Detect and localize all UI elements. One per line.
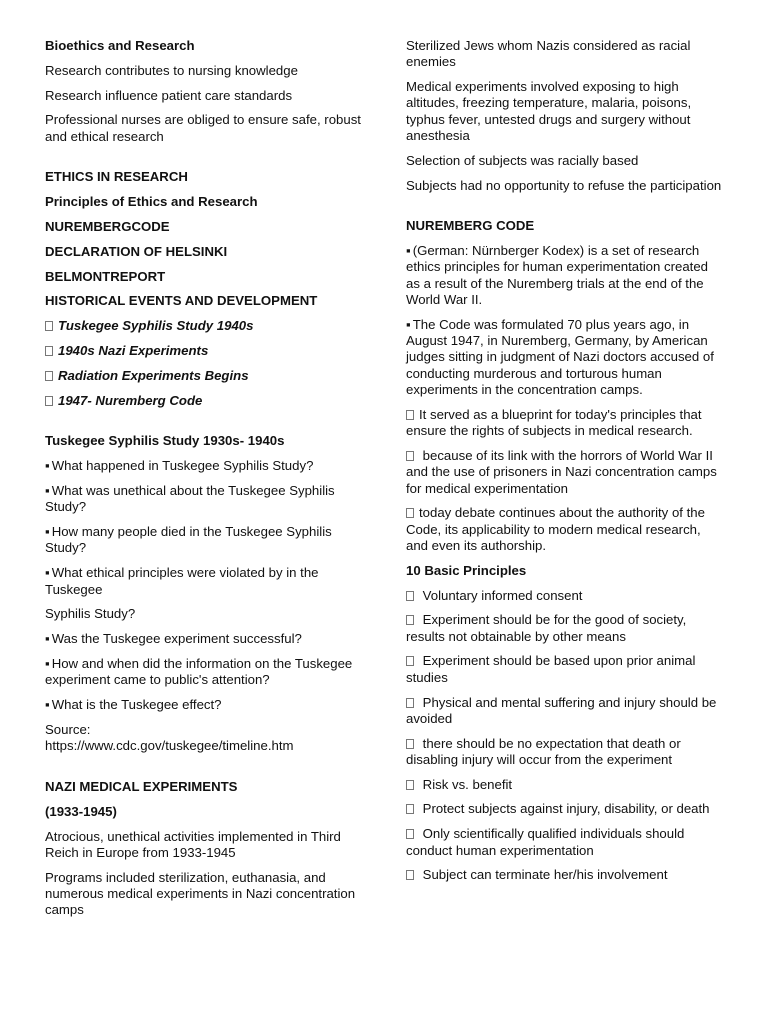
bioethics-heading: Bioethics and Research <box>45 38 195 53</box>
tuskegee-question-text: What is the Tuskegee effect? <box>51 697 222 713</box>
ethics-item: HISTORICAL EVENTS AND DEVELOPMENT <box>45 293 318 309</box>
tuskegee-question <box>45 565 370 598</box>
square-bullet-icon: ▪ <box>45 483 50 499</box>
ethics-item: BELMONTREPORT <box>45 268 166 284</box>
square-bullet-icon: ▪ <box>45 655 50 671</box>
principle-text: Protect subjects against injury, disability, or death <box>419 801 710 817</box>
checkbox-glyph-icon <box>406 698 414 708</box>
bioethics-item: Research contributes to nursing knowledge <box>45 62 298 78</box>
principle-item <box>406 612 724 645</box>
principle-text: Only scientifically qualified individuals should conduct human experimentation <box>406 826 685 858</box>
principles-heading: 10 Basic Principles <box>406 562 527 578</box>
principle-item <box>406 736 724 769</box>
history-item <box>45 343 370 359</box>
checkbox-glyph-icon <box>406 829 414 839</box>
tuskegee-question-text: What was unethical about the Tuskegee Syphilis Study? <box>45 483 335 515</box>
principle-item <box>406 801 724 817</box>
history-item <box>45 393 370 409</box>
checkbox-glyph-icon <box>406 615 414 625</box>
history-item <box>45 318 370 334</box>
square-bullet-icon: ▪ <box>45 697 50 713</box>
checkbox-glyph-icon <box>45 371 53 381</box>
ethics-item: NUREMBERGCODE <box>45 219 170 235</box>
checkbox-glyph-icon <box>406 656 414 666</box>
principle-text: Risk vs. benefit <box>419 776 513 792</box>
nuremberg-heading: NUREMBERG CODE <box>406 218 535 234</box>
square-bullet-icon: ▪ <box>406 316 411 332</box>
tuskegee-question <box>45 483 370 516</box>
principle-text: Voluntary informed consent <box>419 587 583 603</box>
principle-text: Physical and mental suffering and injury should be avoided <box>406 694 717 726</box>
nuremberg-note-text: today debate continues about the authority of the Code, its applicability to modern medical research, and even its authorship. <box>406 505 705 553</box>
history-item-label: Tuskegee Syphilis Study 1940s <box>58 318 254 334</box>
history-item-label: Radiation Experiments Begins <box>58 367 249 383</box>
principle-item <box>406 777 724 793</box>
checkbox-glyph-icon <box>406 870 414 880</box>
tuskegee-question <box>45 524 370 557</box>
principle-item <box>406 695 724 728</box>
nuremberg-note <box>406 407 724 440</box>
nazi-item: Subjects had no opportunity to refuse the participation <box>406 177 722 193</box>
tuskegee-continuation: Syphilis Study? <box>45 606 136 622</box>
principle-text: there should be no expectation that death or disabling injury will occur from the experiment <box>406 735 681 767</box>
nazi-item: Medical experiments involved exposing to high altitudes, freezing temperature, malaria, poisons, typhus fever, untested drugs and surgery without anesthesia <box>406 79 692 143</box>
source-label: Source: <box>45 721 91 737</box>
nuremberg-bullet <box>406 243 724 308</box>
tuskegee-question <box>45 656 370 689</box>
checkbox-glyph-icon <box>406 591 414 601</box>
nazi-item: Atrocious, unethical activities implemented in Third Reich in Europe from 1933-1945 <box>45 828 341 860</box>
principle-item <box>406 826 724 859</box>
principle-text: Experiment should be for the good of society, results not obtainable by other means <box>406 612 687 644</box>
checkbox-glyph-icon <box>45 321 53 331</box>
tuskegee-question-text: What ethical principles were violated by in the Tuskegee <box>45 565 319 597</box>
tuskegee-question-text: What happened in Tuskegee Syphilis Study? <box>51 458 314 474</box>
principle-item <box>406 867 724 883</box>
history-item <box>45 368 370 384</box>
checkbox-glyph-icon <box>45 346 53 356</box>
principle-item <box>406 588 724 604</box>
principle-text: Subject can terminate her/his involvement <box>419 867 668 883</box>
checkbox-glyph-icon <box>406 410 414 420</box>
ethics-item: Principles of Ethics and Research <box>45 194 258 210</box>
nazi-years: (1933-1945) <box>45 803 117 819</box>
nazi-item: Sterilized Jews whom Nazis considered as racial enemies <box>406 38 691 70</box>
square-bullet-icon: ▪ <box>406 243 411 259</box>
tuskegee-question-text: Was the Tuskegee experiment successful? <box>51 631 302 647</box>
nuremberg-note <box>406 505 724 554</box>
ethics-heading: ETHICS IN RESEARCH <box>45 169 188 185</box>
right-column <box>406 38 724 892</box>
bioethics-item: Research influence patient care standards <box>45 87 293 103</box>
tuskegee-question-text: How many people died in the Tuskegee Syphilis Study? <box>45 524 332 556</box>
tuskegee-question <box>45 631 370 647</box>
nazi-heading: NAZI MEDICAL EXPERIMENTS <box>45 778 238 794</box>
left-column <box>45 38 370 927</box>
square-bullet-icon: ▪ <box>45 565 50 581</box>
history-item-label: 1947- Nuremberg Code <box>58 392 203 408</box>
nuremberg-note <box>406 448 724 497</box>
tuskegee-question <box>45 458 370 474</box>
checkbox-glyph-icon <box>406 804 414 814</box>
source-url: https://www.cdc.gov/tuskegee/timeline.htm <box>45 738 294 754</box>
nuremberg-bullet-text: (German: Nürnberger Kodex) is a set of research ethics principles for human experimentation created as a result of the Nuremberg trials at the end of the World War II. <box>406 243 709 308</box>
checkbox-glyph-icon <box>406 508 414 518</box>
square-bullet-icon: ▪ <box>45 631 50 647</box>
square-bullet-icon: ▪ <box>45 524 50 540</box>
tuskegee-question <box>45 697 370 713</box>
checkbox-glyph-icon <box>406 780 414 790</box>
ethics-item: DECLARATION OF HELSINKI <box>45 243 228 259</box>
principle-item <box>406 653 724 686</box>
nuremberg-note-text: because of its link with the horrors of World War II and the use of prisoners in Nazi concentration camps for medical experimentation <box>406 447 717 496</box>
bioethics-item: Professional nurses are obliged to ensure safe, robust and ethical research <box>45 112 361 144</box>
nuremberg-bullet-text: The Code was formulated 70 plus years ago, in August 1947, in Nuremberg, Germany, by American judges sitting in judgment of Nazi doctors accused of conducting murderous and torturous human experiments in the concentration camps. <box>406 316 714 398</box>
nazi-item: Programs included sterilization, euthanasia, and numerous medical experiments in Nazi concentration camps <box>45 869 356 918</box>
checkbox-glyph-icon <box>45 396 53 406</box>
tuskegee-question-text: How and when did the information on the Tuskegee experiment came to public's attention? <box>45 655 353 688</box>
history-item-label: 1940s Nazi Experiments <box>58 343 209 359</box>
nuremberg-note-text: It served as a blueprint for today's principles that ensure the rights of subjects in medical research. <box>406 406 702 439</box>
source-citation <box>45 722 370 755</box>
checkbox-glyph-icon <box>406 451 414 461</box>
nuremberg-bullet <box>406 317 724 398</box>
tuskegee-heading: Tuskegee Syphilis Study 1930s- 1940s <box>45 433 285 449</box>
nazi-item: Selection of subjects was racially based <box>406 152 639 168</box>
checkbox-glyph-icon <box>406 739 414 749</box>
principle-text: Experiment should be based upon prior animal studies <box>406 653 696 685</box>
square-bullet-icon: ▪ <box>45 458 50 474</box>
